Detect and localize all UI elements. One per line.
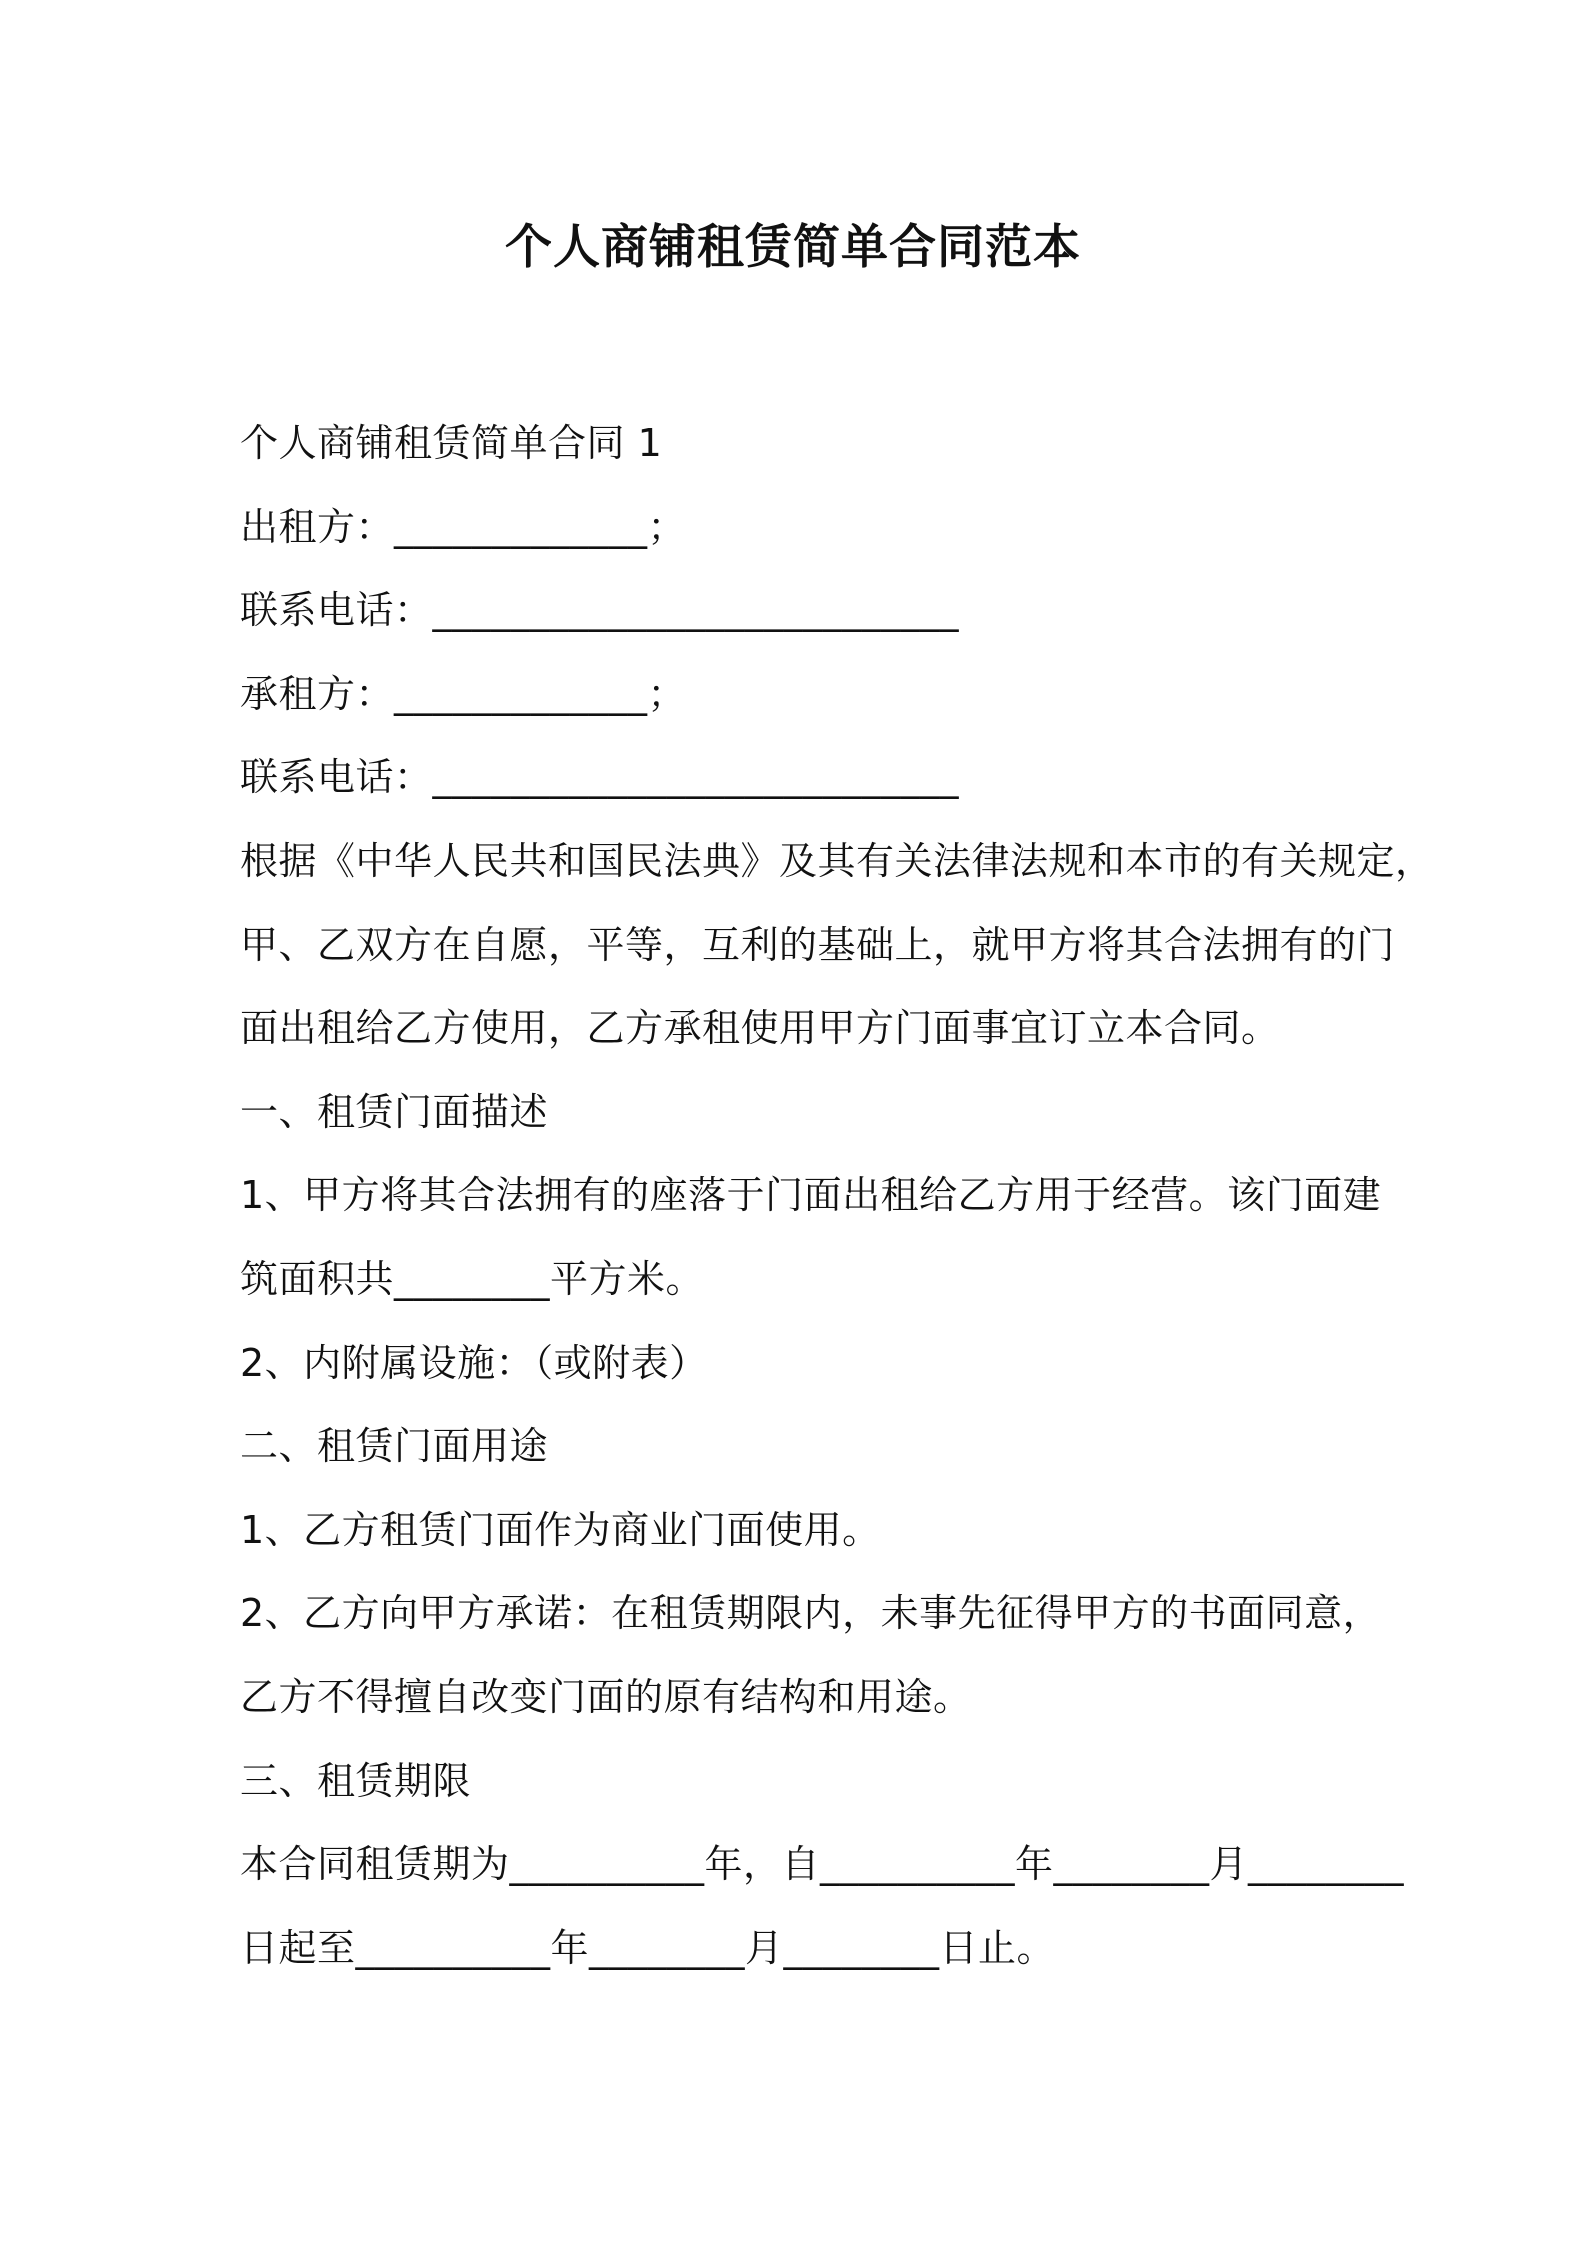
lessee-phone-field: 联系电话：___________________________: [240, 755, 960, 800]
preamble-line: 根据《中华人民共和国民法典》及其有关法律法规和本市的有关规定，: [240, 838, 1434, 883]
section-heading: 三、租赁期限: [240, 1758, 472, 1803]
clause-line: 筑面积共________平方米。: [240, 1256, 705, 1301]
document-title: 个人商铺租赁简单合同范本: [505, 220, 1081, 275]
preamble-line: 甲、乙双方在自愿，平等，互利的基础上，就甲方将其合法拥有的门: [240, 922, 1396, 967]
clause-line: 2、乙方向甲方承诺：在租赁期限内，未事先征得甲方的书面同意，: [240, 1591, 1382, 1636]
document-body: [240, 402, 1434, 1990]
clause-line: 1、甲方将其合法拥有的座落于门面出租给乙方用于经营。该门面建: [240, 1173, 1382, 1218]
clause-line: 2、内附属设施：（或附表）: [240, 1340, 708, 1385]
lessee-field: 承租方：_____________；: [240, 671, 687, 716]
lessor-field: 出租方：_____________；: [240, 504, 687, 549]
lessor-phone-field: 联系电话：___________________________: [240, 588, 960, 633]
lease-term-line: 日起至__________年________月________日止。: [240, 1925, 1056, 1970]
section-heading: 一、租赁门面描述: [240, 1089, 549, 1134]
clause-line: 1、乙方租赁门面作为商业门面使用。: [240, 1507, 881, 1552]
preamble-line: 面出租给乙方使用，乙方承租使用甲方门面事宜订立本合同。: [240, 1006, 1280, 1051]
section-heading: 二、租赁门面用途: [240, 1424, 549, 1469]
contract-subtitle: 个人商铺租赁简单合同 1: [240, 421, 663, 465]
clause-line: 乙方不得擅自改变门面的原有结构和用途。: [240, 1674, 972, 1719]
lease-term-line: 本合同租赁期为__________年，自__________年________月________: [240, 1842, 1405, 1887]
